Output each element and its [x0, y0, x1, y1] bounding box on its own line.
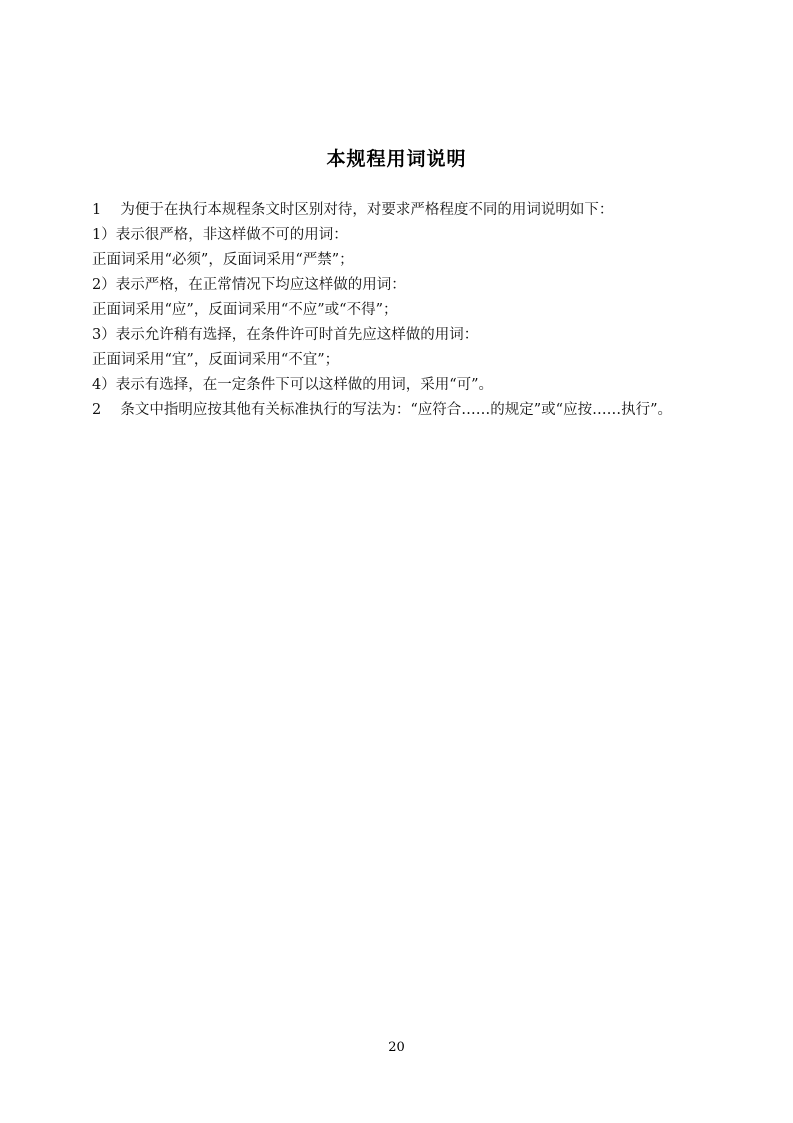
page-title: 本规程用词说明: [326, 147, 467, 170]
paragraph: 1 为便于在执行本规程条文时区别对待，对要求严格程度不同的用词说明如下：: [92, 202, 614, 218]
paragraph: 3）表示允许稍有选择，在条件许可时首先应这样做的用词：: [92, 327, 479, 343]
paragraph: 正面词采用“必须”，反面词采用“严禁”；: [92, 252, 354, 268]
paragraph: 2 条文中指明应按其他有关标准执行的写法为：“应符合……的规定”或“应按……执行”。: [92, 402, 672, 418]
paragraph: 正面词采用“宜”，反面词采用“不宜”；: [92, 352, 340, 368]
document-body: [92, 198, 712, 423]
paragraph: 4）表示有选择，在一定条件下可以这样做的用词，采用“可”。: [92, 377, 494, 393]
paragraph: 1）表示很严格，非这样做不可的用词：: [92, 227, 348, 243]
page-number: 20: [388, 1040, 405, 1055]
paragraph: 2）表示严格，在正常情况下均应这样做的用词：: [92, 277, 406, 293]
paragraph: 正面词采用“应”，反面词采用“不应”或“不得”；: [92, 302, 398, 318]
